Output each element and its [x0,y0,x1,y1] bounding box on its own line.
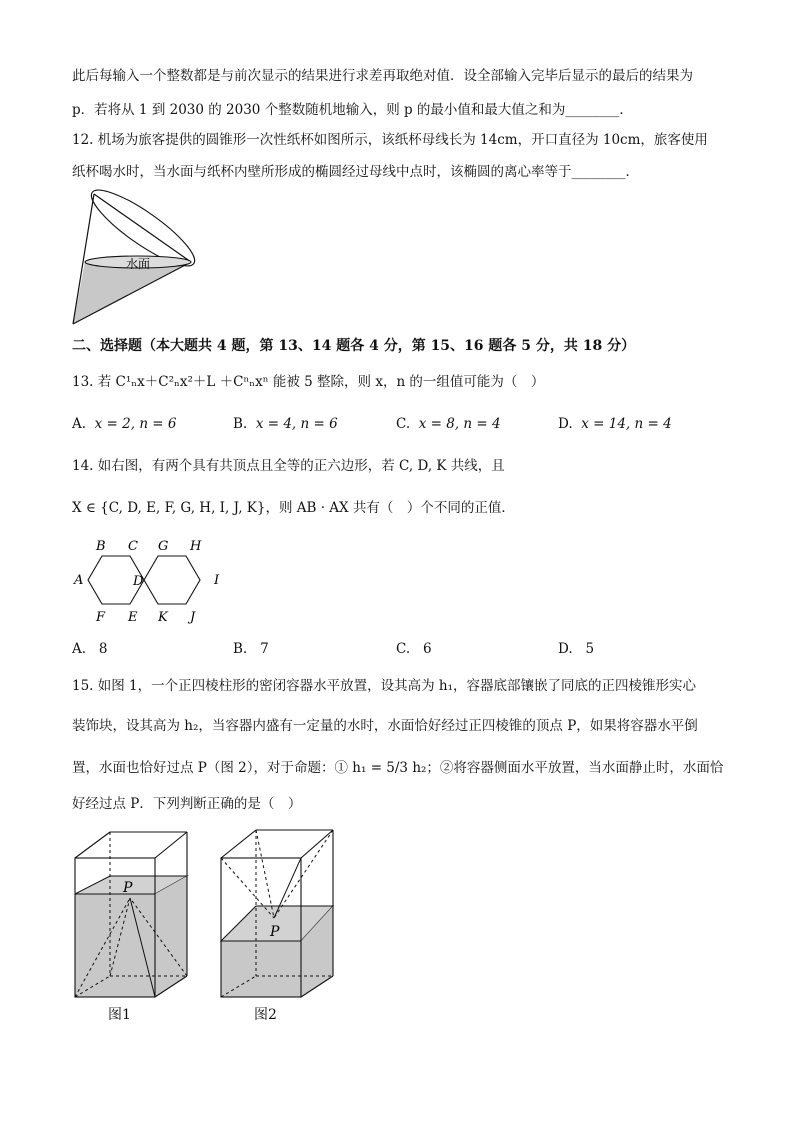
section-2-heading: 二、选择题（本大题共 4 题，第 13、14 题各 4 分，第 15、16 题各 5 分，共 18 分） [72,338,636,354]
q14-option-c: C. 6 [396,641,432,657]
container-figure-2 [216,826,340,1002]
hex-label-c: C [128,539,138,554]
hex-label-k: K [158,610,168,625]
hex-label-e: E [128,610,138,625]
q15-line-1: 15. 如图 1，一个正四棱柱形的密闭容器水平放置，设其高为 h₁，容器底部镶嵌了同底的正四棱锥形实心 [72,678,697,694]
q12-line-2: 纸杯喝水时，当水面与纸杯内壁所形成的椭圆经过母线中点时，该椭圆的离心率等于________． [72,164,639,180]
paper-cup-cone-figure [66,188,202,328]
hex-label-i: I [214,573,220,588]
q13-option-b: B. x = 4, n = 6 [233,416,338,432]
q13-stem: 13. 若 C¹ₙx＋C²ₙx²＋L ＋Cⁿₙxⁿ 能被 5 整除，则 x，n 的一组值可能为（ ） [72,374,545,390]
hex-label-g: G [158,539,169,554]
q15-line-2: 装饰块，设其高为 h₂，当容器内盛有一定量的水时，水面恰好经过正四棱锥的顶点 P，如果将容器水平倒 [72,718,698,734]
q14-line-1: 14. 如右图，有两个具有共顶点且全等的正六边形，若 C, D, K 共线，且 [72,458,505,474]
water-surface-label: 水面 [126,257,151,271]
q13-option-c: C. x = 8, n = 4 [396,416,501,432]
two-hexagons-figure [70,534,230,626]
q14-line-2: X ∈ {C, D, E, F, G, H, I, J, K}，则 AB · AX 共有（ ）个不同的正值． [72,500,515,516]
container-figure-1 [70,826,194,1002]
hex-label-d: D [133,574,144,589]
fig2-point-p: P [270,924,280,940]
hex-label-j: J [190,610,196,625]
continued-text-line-2: p．若将从 1 到 2030 的 2030 个整数随机地输入，则 p 的最小值和最大值之和为________． [72,102,633,118]
hex-label-b: B [96,539,106,554]
continued-text-line-1: 此后每输入一个整数都是与前次显示的结果进行求差再取绝对值．设全部输入完毕后显示的最后的结果为 [72,68,693,84]
hex-label-f: F [96,610,106,625]
q15-line-3: 置，水面也恰好过点 P（图 2），对于命题：① h₁ = 5/3 h₂；②将容器侧面水平放置，当水面静止时，水面恰 [72,760,724,776]
fig2-caption: 图2 [254,1007,277,1023]
q14-option-b: B. 7 [233,641,269,657]
q13-option-d: D. x = 14, n = 4 [558,416,672,432]
q14-option-d: D. 5 [558,641,595,657]
q15-line-4: 好经过点 P．下列判断正确的是（ ） [72,796,302,812]
hex-label-h: H [190,539,202,554]
fig1-point-p: P [123,880,133,896]
q13-option-a: A. x = 2, n = 6 [72,416,177,432]
q12-line-1: 12. 机场为旅客提供的圆锥形一次性纸杯如图所示，该纸杯母线长为 14cm，开口直径为 10cm，旅客使用 [72,132,708,148]
q14-option-a: A. 8 [72,641,108,657]
fig1-caption: 图1 [108,1007,131,1023]
hex-label-a: A [74,573,84,588]
